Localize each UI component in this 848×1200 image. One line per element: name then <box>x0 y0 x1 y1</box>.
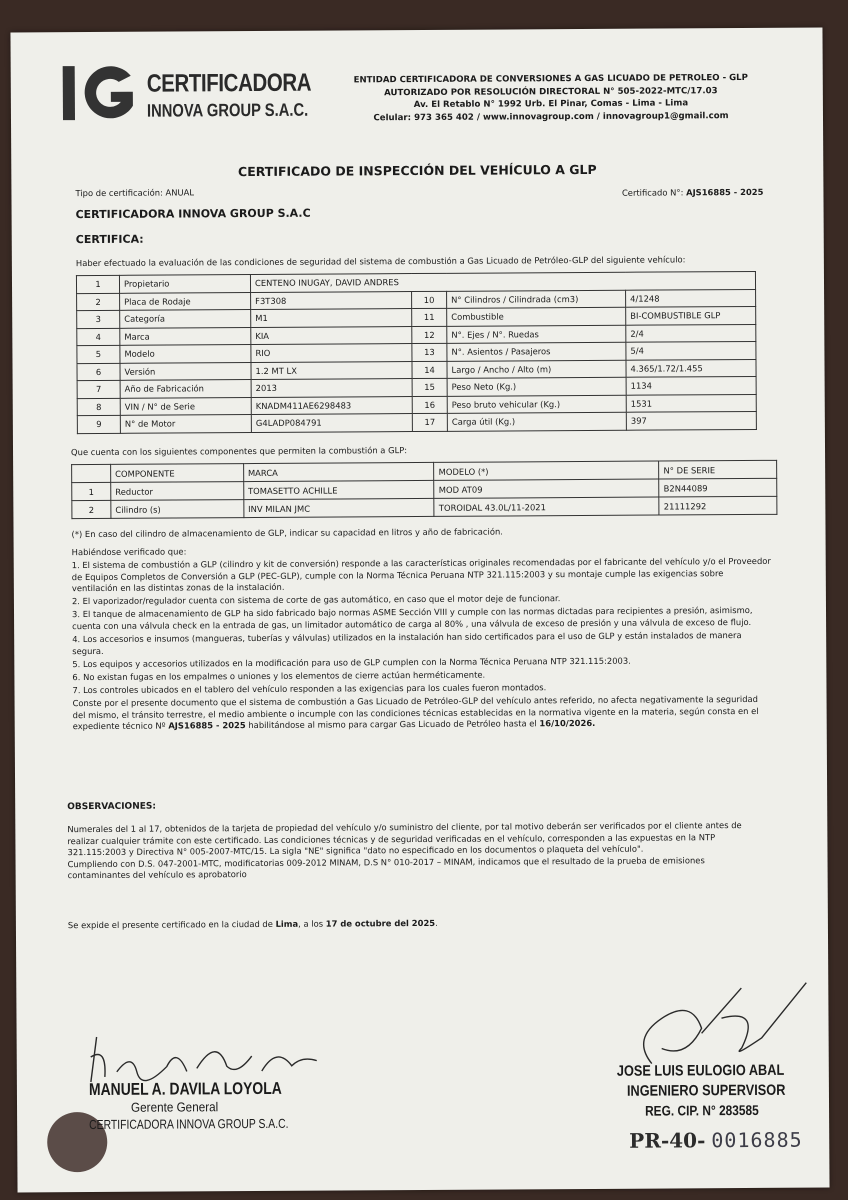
list-item: 4. Los accesorios e insumos (mangueras, tuberías y válvulas) utilizados en la instalación han sido certificados para el uso de GLP y están instalados de manera segura. <box>72 630 742 656</box>
signer-left-company: CERTIFICADORA INNOVA GROUP S.A.C. <box>89 1115 289 1133</box>
signer-right-role: INGENIERO SUPERVISOR <box>626 1081 786 1100</box>
verification-body: Habiéndose verificado que: 1. El sistema de combustión a GLP (cilindro y kit de conversión) responde a las características originales recomendadas por el fabricante del vehículo y/o el Proveedor de Equipos Completos de Conversión a GLP (PEC-GLP), cumple con la Norma Técnica Peruana NTP 321.115:2003 y su montaje cumple las exigencias sobre ventilación en las distintas zonas de la instalación. 2. El vaporizador/regulador cuenta con sistema de corte de gas automático, en caso que el motor deje de funcionar. 3. El tanque de almacenamiento de GLP ha sido fabricado bajo normas ASME Sección VIII y cumple con las normas dictadas para recipientes a presión, asimismo, cuenta con una válvula check en la entrada de gas, un limitador automático de carga al 80% , una válvula de exceso de presión y una válvula de exceso de flujo. 4. Los accesorios e insumos (mangueras, tuberías y válvulas) utilizados en la instalación han sido certificados para el uso de GLP y están instalados de manera segura. 5. Los equipos y accesorios utilizados en la modificación para uso de GLP cumplen con la Norma Técnica Peruana NTP 321.115:2003. 6. No existan fugas en los empalmes o uniones y los elementos de cierre actúan herméticamente. 7. Los controles ubicados en el tablero del vehículo responden a las exigencias para los cuales fueron montados. Conste por el presente documento que el sistema de combustión a Gas Licuado de Petróleo-GLP del vehículo antes referido, no afecta negativamente la seguridad del mismo, el tránsito terrestre, el medio ambiente o incumple con las condiciones técnicas establecidas en la normativa vigente en la materia, según consta en el expediente técnico Nº AJS16885 - 2025 habilitándose al mismo para cargar Gas Licuado de Petróleo hasta el 16/10/2026. <box>71 546 771 732</box>
certificate-number: Certificado N°: AJS16885 - 2025 <box>621 186 764 198</box>
signer-right-reg: REG. CIP. N° 283585 <box>645 1101 759 1119</box>
signer-left-role: Gerente General <box>130 1099 219 1115</box>
observations-title: OBSERVACIONES: <box>67 801 156 813</box>
form-serial: PR-40- 0016885 <box>629 1127 803 1153</box>
list-item: 2. El vaporizador/regulador cuenta con sistema de corte de gas automático, en caso que el motor deje de funcionar. <box>71 593 561 607</box>
table-row: 1 Reductor TOMASETTO ACHILLE MOD AT09 B2N44089 <box>72 478 777 500</box>
signature-left <box>77 1026 337 1088</box>
list-item: 6. No existan fugas en los empalmes o uniones y los elementos de cierre actúan herméticamente. <box>72 669 486 683</box>
list-item: 7. Los controles ubicados en el tablero del vehículo responden a las exigencias para los cuales fueron montados. <box>72 682 547 696</box>
signer-left-name: MANUEL A. DAVILA LOYOLA <box>88 1078 282 1100</box>
innova-logo-icon <box>61 62 143 124</box>
vehicle-table <box>76 271 757 434</box>
observations-body: Numerales del 1 al 17, obtenidos de la tarjeta de propiedad del vehículo y/o suministro del cliente, por tal motivo deberán ser verificados por el cliente antes de realizar cualquier trámite con este certificado. Las condiciones técnicas y de seguridad verificadas en el vehículo, corresponden a las expuestas en la NTP 321.115:2003 y Directiva N° 005-2007-MTC/15. La sigla "NE" significa "dato no especificado en los documentos o plaqueta del vehículo". Cumpliendo con D.S. 047-2001-MTC, modificatorias 009-2012 MINAM, D.S N° 010-2017 – MINAM, indicamos que el resultado de la prueba de emisiones contaminantes del vehículo es aprobatorio <box>67 820 742 881</box>
signature-right <box>591 978 822 1069</box>
components-table <box>71 460 777 519</box>
list-item: 5. Los equipos y accesorios utilizados en la modificación para uso de GLP cumplen con la Norma Técnica Peruana NTP 321.115:2003. <box>72 655 631 669</box>
logo-text: CERTIFICADORA INNOVA GROUP S.A.C. <box>146 68 312 121</box>
certificate-page <box>10 28 829 1193</box>
company-name: CERTIFICADORA INNOVA GROUP S.A.C <box>75 206 311 222</box>
table-row: 8 VIN / N° de Serie KNADM411AE6298483 16 Peso bruto vehicular (Kg.) 1531 <box>77 394 756 416</box>
certifica-heading: CERTIFICA: <box>75 232 144 247</box>
table-row: 2 Cilindro (s) INV MILAN JMC TOROIDAL 43.0L/11-2021 21111292 <box>72 496 777 518</box>
page-title: CERTIFICADO DE INSPECCIÓN DEL VEHÍCULO A GLP <box>237 161 597 180</box>
certification-type: Tipo de certificación: ANUAL <box>75 187 195 199</box>
table-row: 9 N° de Motor G4LADP084791 17 Carga útil (Kg.) 397 <box>77 411 756 433</box>
table-row: 6 Versión 1.2 MT LX 14 Largo / Ancho / Alto (m) 4.365/1.72/1.455 <box>77 359 756 381</box>
components-intro: Que cuenta con los siguientes componentes que permiten la combustión a GLP: <box>70 445 408 458</box>
list-item: 1. El sistema de combustión a GLP (cilindro y kit de conversión) responde a las características originales recomendadas por el fabricante del vehículo y/o el Proveedor de Equipos Completos de Conversión a GLP (PEC-GLP), cumple con la Norma Técnica Peruana NTP 321.115:2003 y su montaje cumple las exigencias sobre ventilación en las distintas zonas de la instalación. <box>71 555 771 594</box>
table-row: 3 Categoría M1 11 Combustible BI-COMBUSTIBLE GLP <box>77 306 756 328</box>
table-header-row: COMPONENTE MARCA MODELO (*) N° DE SERIE <box>72 460 777 482</box>
signer-right-name: JOSE LUIS EULOGIO ABAL <box>616 1061 785 1080</box>
table-row: 7 Año de Fabricación 2013 15 Peso Neto (Kg.) 1134 <box>77 376 756 398</box>
cylinder-note: (*) En caso del cilindro de almacenamiento de GLP, indicar su capacidad en litros y año de fabricación. <box>71 526 503 540</box>
intro-text: Haber efectuado la evaluación de las condiciones de seguridad del sistema de combustión a Gas Licuado de Petróleo-GLP del siguiente vehículo: <box>75 254 686 269</box>
table-row: 4 Marca KIA 12 N°. Ejes / N°. Ruedas 2/4 <box>77 324 756 346</box>
table-row: 2 Placa de Rodaje F3T308 10 N° Cilindros / Cilindrada (cm3) 4/1248 <box>77 289 756 311</box>
list-item: 3. El tanque de almacenamiento de GLP ha sido fabricado bajo normas ASME Sección VIII y cumple con las normas dictadas para recipientes a presión, asimismo, cuenta con una válvula check en la entrada de gas, un limitador automático de carga al 80% , una válvula de exceso de presión y una válvula de exceso de flujo. <box>71 605 753 632</box>
table-row: 5 Modelo RIO 13 N°. Asientos / Pasajeros 5/4 <box>77 341 756 363</box>
conste-paragraph: Conste por el presente documento que el sistema de combustión a Gas Licuado de Petróleo-GLP del vehículo antes referido, no afecta negativamente la seguridad del mismo, el tránsito terrestre, el medio ambiente o incumple con las condiciones técnicas establecidas en la normativa vigente en la materia, según consta en el expediente técnico Nº AJS16885 - 2025 habilitándose al mismo para cargar Gas Licuado de Petróleo hasta el 16/10/2026. <box>72 694 759 732</box>
table-row: 1 Propietario CENTENO INUGAY, DAVID ANDRES <box>76 271 755 293</box>
issue-statement: Se expide el presente certificado en la ciudad de Lima, a los 17 de octubre del 2025. <box>67 917 438 931</box>
entity-header: ENTIDAD CERTIFICADORA DE CONVERSIONES A GAS LICUADO DE PETROLEO - GLP AUTORIZADO POR RESOLUCIÓN DIRECTORAL N° 505-2022-MTC/17.03 Av. El Retablo N° 1992 Urb. El Pinar, Comas - Lima - Lima Celular: 973 365 402 / www.innovagroup.com / innovagroup1@gmail.com <box>353 72 748 123</box>
